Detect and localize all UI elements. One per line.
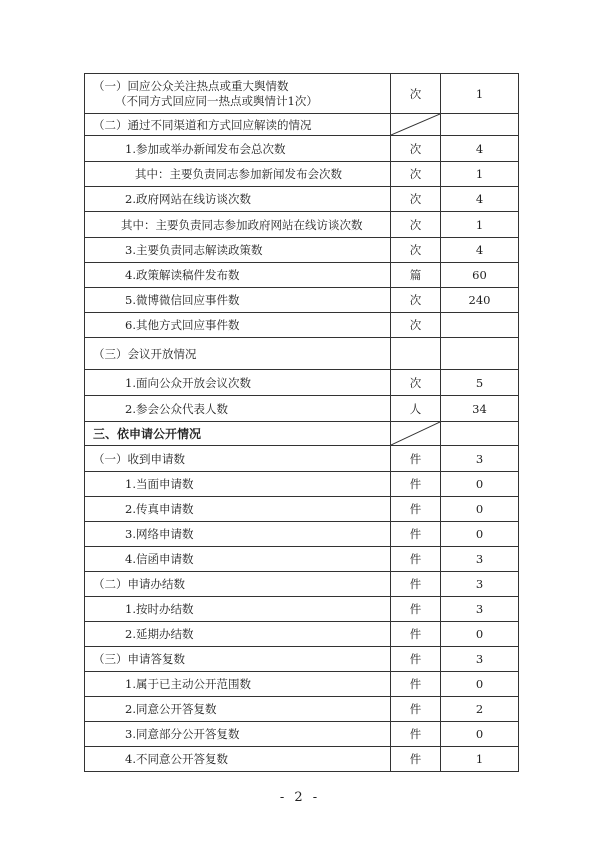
item-cell: 5.微博微信回应事件数 xyxy=(85,288,391,313)
value-cell: 1 xyxy=(441,74,519,114)
item-cell: （三）会议开放情况 xyxy=(85,338,391,370)
table-row xyxy=(85,472,519,497)
table-row xyxy=(85,622,519,647)
value-cell: 4 xyxy=(441,187,519,212)
value-cell: 0 xyxy=(441,472,519,497)
table-row xyxy=(85,422,519,446)
unit-cell: 件 xyxy=(391,672,441,697)
item-cell: 2.同意公开答复数 xyxy=(85,697,391,722)
item-cell: 6.其他方式回应事件数 xyxy=(85,313,391,338)
unit-cell: 件 xyxy=(391,647,441,672)
item-sublabel: （不同方式回应同一热点或舆情计1次） xyxy=(115,93,318,108)
item-cell: （三）申请答复数 xyxy=(85,647,391,672)
value-cell: 3 xyxy=(441,572,519,597)
table-row xyxy=(85,672,519,697)
unit-cell xyxy=(391,338,441,370)
item-cell: 三、依申请公开情况 xyxy=(85,422,391,446)
table-row xyxy=(85,238,519,263)
item-cell: 3.同意部分公开答复数 xyxy=(85,722,391,747)
unit-cell: 件 xyxy=(391,572,441,597)
unit-cell: 次 xyxy=(391,238,441,263)
unit-cell: 件 xyxy=(391,446,441,472)
statistics-table-body xyxy=(85,74,519,772)
table-row xyxy=(85,212,519,238)
value-cell: 3 xyxy=(441,597,519,622)
statistics-table xyxy=(84,73,519,772)
table-row xyxy=(85,497,519,522)
item-cell: 1.面向公众开放会议次数 xyxy=(85,370,391,396)
value-cell: 2 xyxy=(441,697,519,722)
item-cell: （二）通过不同渠道和方式回应解读的情况 xyxy=(85,114,391,136)
item-cell: 4.政策解读稿件发布数 xyxy=(85,263,391,288)
item-cell: 2.参会公众代表人数 xyxy=(85,396,391,422)
value-cell: 3 xyxy=(441,547,519,572)
unit-cell: 件 xyxy=(391,697,441,722)
table-row xyxy=(85,114,519,136)
item-cell: 其中：主要负责同志参加政府网站在线访谈次数 xyxy=(85,212,391,238)
value-cell: 1 xyxy=(441,212,519,238)
item-cell: 3.主要负责同志解读政策数 xyxy=(85,238,391,263)
unit-cell: 件 xyxy=(391,597,441,622)
table-row xyxy=(85,74,519,114)
unit-cell: 次 xyxy=(391,74,441,114)
unit-cell: 次 xyxy=(391,136,441,162)
value-cell: 4 xyxy=(441,136,519,162)
item-cell xyxy=(85,74,391,114)
unit-cell: 件 xyxy=(391,622,441,647)
unit-cell xyxy=(391,422,441,446)
table-row xyxy=(85,136,519,162)
item-cell: （二）申请办结数 xyxy=(85,572,391,597)
unit-cell: 件 xyxy=(391,497,441,522)
item-cell: 2.政府网站在线访谈次数 xyxy=(85,187,391,212)
table-row xyxy=(85,162,519,187)
unit-cell: 件 xyxy=(391,472,441,497)
item-cell: 1.属于已主动公开范围数 xyxy=(85,672,391,697)
item-label: （一）回应公众关注热点或重大舆情数 xyxy=(93,78,289,93)
table-row xyxy=(85,747,519,772)
unit-cell: 件 xyxy=(391,747,441,772)
table-row xyxy=(85,522,519,547)
table-row xyxy=(85,288,519,313)
item-cell: 其中：主要负责同志参加新闻发布会次数 xyxy=(85,162,391,187)
table-row xyxy=(85,187,519,212)
unit-cell xyxy=(391,114,441,136)
item-cell: 1.参加或举办新闻发布会总次数 xyxy=(85,136,391,162)
value-cell: 3 xyxy=(441,446,519,472)
table-row xyxy=(85,572,519,597)
item-cell: 3.网络申请数 xyxy=(85,522,391,547)
unit-cell: 次 xyxy=(391,288,441,313)
value-cell: 34 xyxy=(441,396,519,422)
value-cell: 4 xyxy=(441,238,519,263)
unit-cell: 件 xyxy=(391,547,441,572)
diagonal-slash xyxy=(391,422,440,445)
value-cell: 0 xyxy=(441,522,519,547)
item-cell: 4.信函申请数 xyxy=(85,547,391,572)
unit-cell: 次 xyxy=(391,313,441,338)
item-cell: （一）收到申请数 xyxy=(85,446,391,472)
value-cell: 0 xyxy=(441,497,519,522)
unit-cell: 件 xyxy=(391,722,441,747)
value-cell: 60 xyxy=(441,263,519,288)
value-cell: 1 xyxy=(441,162,519,187)
unit-cell: 篇 xyxy=(391,263,441,288)
item-cell: 1.当面申请数 xyxy=(85,472,391,497)
value-cell: 240 xyxy=(441,288,519,313)
value-cell: 3 xyxy=(441,647,519,672)
item-cell: 1.按时办结数 xyxy=(85,597,391,622)
value-cell xyxy=(441,338,519,370)
value-cell: 1 xyxy=(441,747,519,772)
unit-cell: 次 xyxy=(391,370,441,396)
table-row xyxy=(85,597,519,622)
page-number: - 2 - xyxy=(279,790,321,805)
table-row xyxy=(85,263,519,288)
table-row xyxy=(85,446,519,472)
diagonal-slash xyxy=(391,114,440,135)
unit-cell: 次 xyxy=(391,212,441,238)
table-row xyxy=(85,547,519,572)
value-cell xyxy=(441,422,519,446)
table-row xyxy=(85,396,519,422)
table-row xyxy=(85,313,519,338)
value-cell: 0 xyxy=(441,622,519,647)
unit-cell: 次 xyxy=(391,162,441,187)
value-cell: 0 xyxy=(441,722,519,747)
value-cell xyxy=(441,114,519,136)
table-row xyxy=(85,370,519,396)
table-row xyxy=(85,697,519,722)
value-cell: 0 xyxy=(441,672,519,697)
value-cell: 5 xyxy=(441,370,519,396)
item-cell: 2.传真申请数 xyxy=(85,497,391,522)
unit-cell: 人 xyxy=(391,396,441,422)
item-cell: 2.延期办结数 xyxy=(85,622,391,647)
value-cell xyxy=(441,313,519,338)
table-row xyxy=(85,722,519,747)
unit-cell: 件 xyxy=(391,522,441,547)
unit-cell: 次 xyxy=(391,187,441,212)
table-row xyxy=(85,647,519,672)
table-row xyxy=(85,338,519,370)
item-cell: 4.不同意公开答复数 xyxy=(85,747,391,772)
